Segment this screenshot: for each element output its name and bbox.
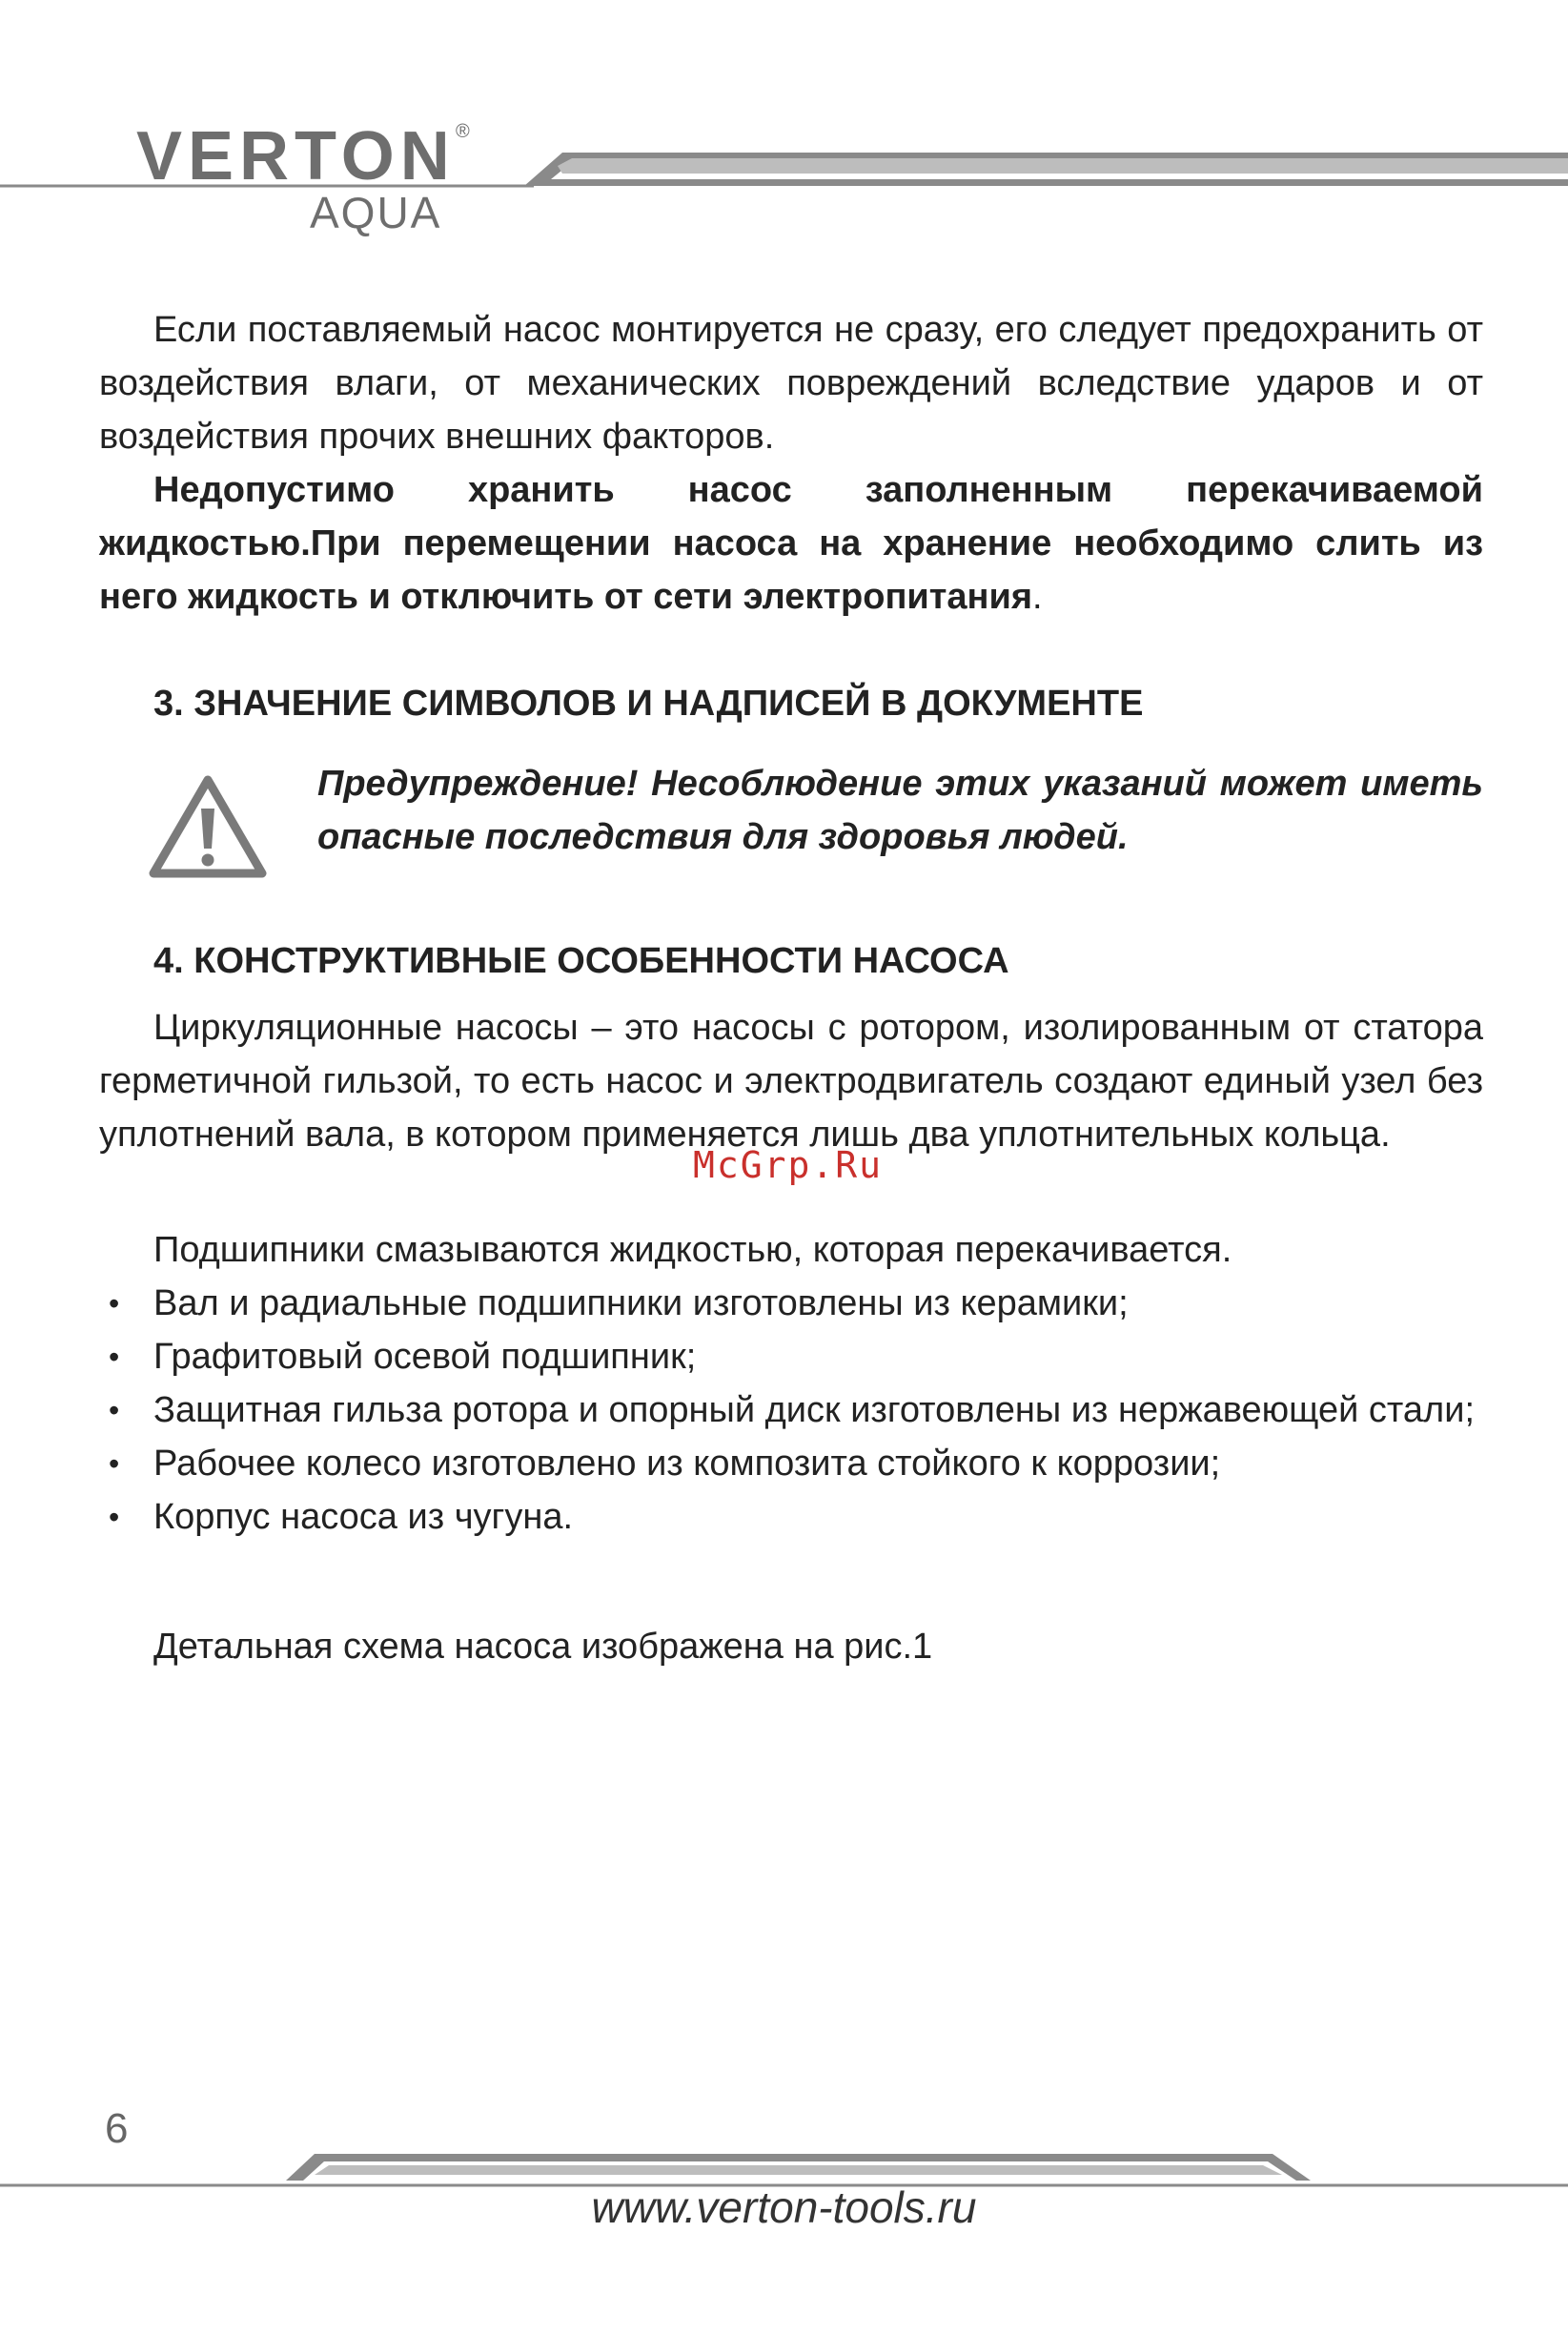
page-number: 6 [105,2105,129,2152]
features-list [99,1277,1483,1544]
list-item: • Рабочее колесо изготовлено из композита стойкого к коррозии; [99,1437,1483,1490]
storage-warning-paragraph [99,463,1483,624]
section3-heading: 3. ЗНАЧЕНИЕ СИМВОЛОВ И НАДПИСЕЙ В ДОКУМЕНТЕ [153,684,1144,724]
section4-heading: 4. КОНСТРУКТИВНЫЕ ОСОБЕННОСТИ НАСОСА [153,941,1009,981]
registered-mark: ® [456,121,470,142]
closing-paragraph: Детальная схема насоса изображена на рис.1 [153,1627,933,1667]
list-item: • Корпус насоса из чугуна. [99,1490,1483,1544]
list-item: • Графитовый осевой подшипник; [99,1330,1483,1383]
storage-warning-end: . [1032,577,1043,617]
list-item: • Защитная гильза ротора и опорный диск изготовлены из нержавеющей стали; [99,1383,1483,1437]
warning-text: Предупреждение! Несоблюдение этих указаний может иметь опасные последствия для здоровья людей. [317,764,1483,857]
brand-sub-logo: AQUA [310,188,442,237]
brand-logo: VERTON [136,118,456,195]
section4-paragraph-1: Циркуляционные насосы – это насосы с ротором, изолированным от статора герметичной гильзой, то есть насос и электродвигатель создают единый узел без уплотнений вала, в котором применяется лишь два уплотнительных кольца. [99,1008,1483,1155]
warning-triangle-icon [148,774,268,881]
watermark: McGrp.Ru [693,1144,884,1186]
storage-warning-bold: Недопустимо хранить насос заполненным перекачиваемой жидкостью.При перемещении насоса на хранение необходимо слить из него жидкость и отключить от сети электропитания [99,470,1483,617]
list-item: • Вал и радиальные подшипники изготовлены из керамики; [99,1277,1483,1330]
header-accent-bar [0,145,1568,193]
section4-paragraph-2: Подшипники смазываются жидкостью, которая перекачивается. [153,1230,1232,1270]
intro-paragraph: Если поставляемый насос монтируется не сразу, его следует предохранить от воздействия влаги, от механических повреждений вследствие ударов и от воздействия прочих внешних факторов. [99,310,1483,457]
footer-website-url[interactable]: www.verton-tools.ru [591,2182,977,2232]
